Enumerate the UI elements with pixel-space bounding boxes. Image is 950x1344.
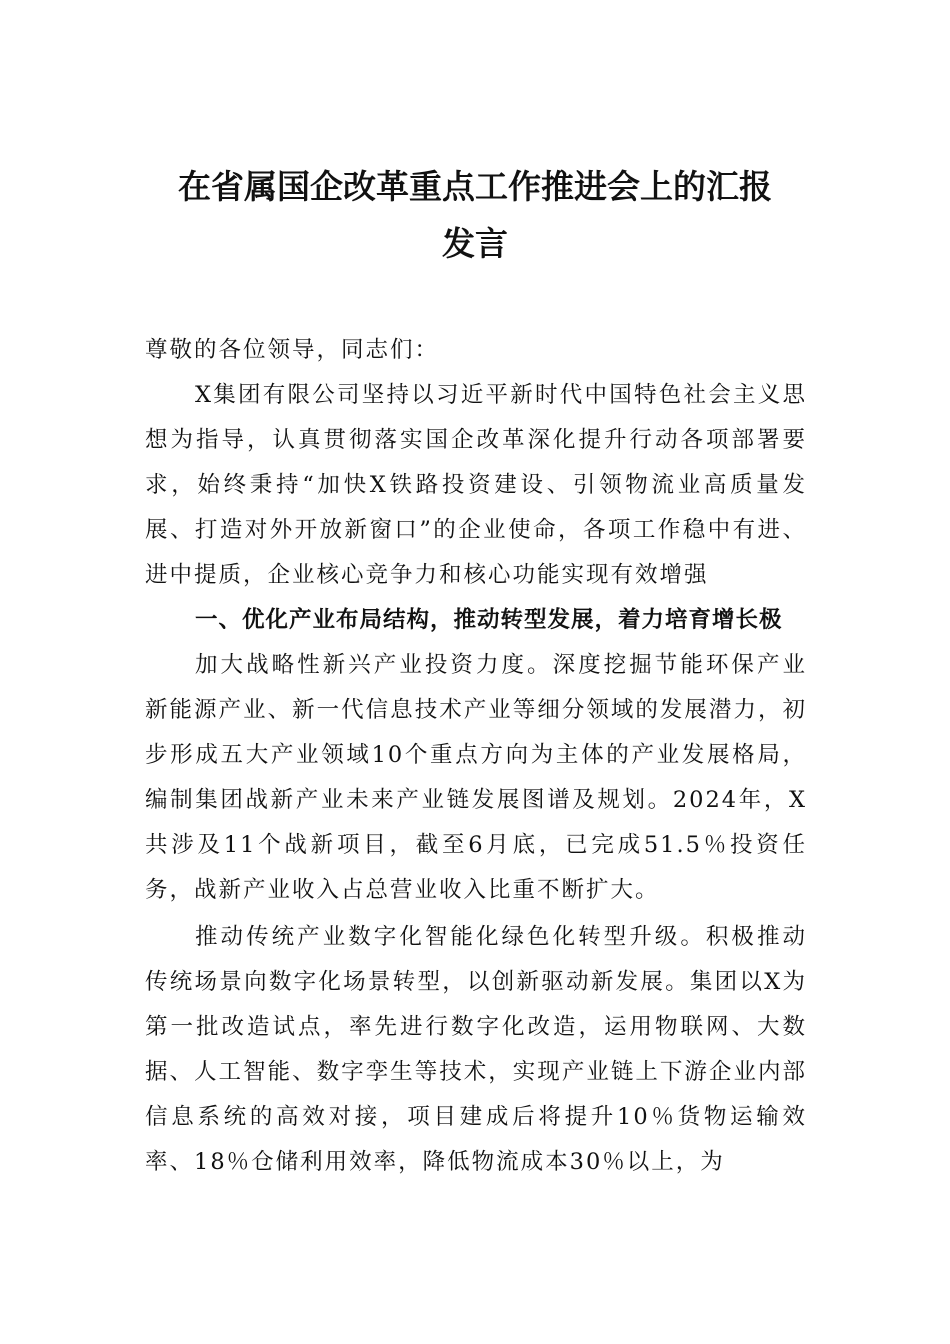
document-title: [140, 158, 810, 272]
title-line-1: 在省属国企改革重点工作推进会上的汇报: [178, 167, 772, 206]
paragraph-digital-transformation: 推动传统产业数字化智能化绿色化转型升级。积极推动传统场景向数字化场景转型，以创新驱动新发展。集团以X为第一批改造试点，率先进行数字化改造，运用物联网、大数据、人工智能、数字孪生等技术，实现产业链上下游企业内部信息系统的高效对接，项目建成后将提升10％货物运输效率、18％仓储利用效率，降低物流成本30％以上，为: [145, 924, 807, 1175]
intro-paragraph: X集团有限公司坚持以习近平新时代中国特色社会主义思想为指导，认真贯彻落实国企改革深化提升行动各项部署要求，始终秉持“加快X铁路投资建设、引领物流业高质量发展、打造对外开放新窗口”的企业使命，各项工作稳中有进、进中提质，企业核心竞争力和核心功能实现有效增强: [145, 382, 807, 588]
salutation: 尊敬的各位领导，同志们：: [145, 337, 440, 363]
section-heading-1: 一、优化产业布局结构，推动转型发展，着力培育增长极: [195, 607, 783, 633]
document-body: [145, 328, 807, 1185]
paragraph-strategic-industries: 加大战略性新兴产业投资力度。深度挖掘节能环保产业新能源产业、新一代信息技术产业等细分领域的发展潜力，初步形成五大产业领域10个重点方向为主体的产业发展格局，编制集团战新产业未来产业链发展图谱及规划。2024年，X共涉及11个战新项目，截至6月底，已完成51.5％投资任务，战新产业收入占总营业收入比重不断扩大。: [145, 652, 807, 903]
title-line-2: 发言: [442, 224, 508, 263]
